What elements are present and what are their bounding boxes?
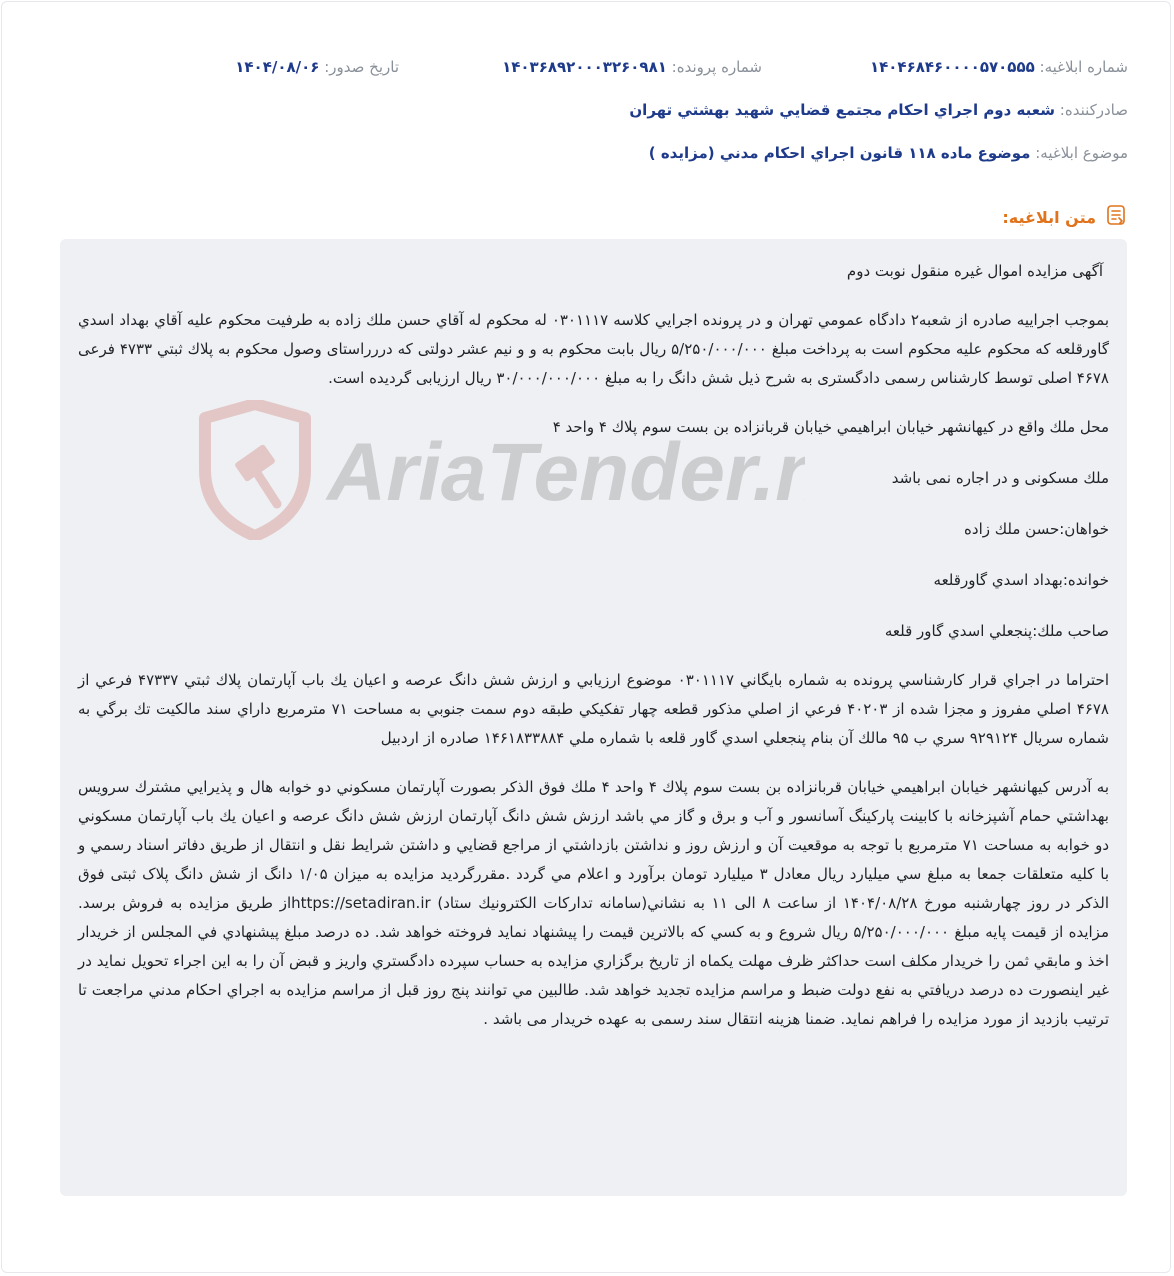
body-paragraph: به آدرس كيهانشهر خيابان ابراهيمي خيابان قربانزاده بن بست سوم پلاك ۴ واحد ۴ ملك فوق الذكر بصورت آپارتمان مسكوني دو خوابه هال و پذيرايي مشترك سرويس بهداشتي حمام آشپزخانه با كابينت پاركينگ آسانسور و آب و برق و گاز مي باشد ارزش شش دانگ آپارتمان ارزش شش دانگ عرصه و اعيان يك باب آپارتمان مسكوني دو خوابه به مساحت ۷۱ مترمربع با توجه به موقعيت آن و ارزش روز و نداشتن بازداشتي از مراجع قضايي و داشتن شرايط نقل و انتقال از طريق دفاتر اسناد رسمي و با كليه متعلقات جمعا به مبلغ سي ميليارد ريال معادل ۳ ميليارد تومان برآورد و اعلام مي گردد .مقررگرديد مزايده به ميزان ۱/۰۵ دانگ از شش دانگ پلاک ثبتی فوق الذکر در روز چهارشنبه مورخ ۱۴۰۴/۰۸/۲۸ از ساعت ۸ الی ۱۱ به نشاني(سامانه تداركات الكترونيك ستاد) https://setadiran.irاز طريق مزايده به فروش برسد. مزايده از قيمت پايه مبلغ ۵/۲۵۰/۰۰۰/۰۰۰ ريال شروع و به كسي كه بالاترين قيمت را پيشنهاد نمايد فروخته خواهد شد. ده درصد مبلغ پيشنهادي في المجلس از خريدار اخذ و مابقي ثمن را خريدار مكلف است حداكثر ظرف مهلت يكماه از تاريخ برگزاري مزايده به حساب سپرده دادگستري واريز و قبض آن را به اين اجراء تحويل نمايد در غير اينصورت ده درصد دريافتي به نفع دولت ضبط و مراسم مزايده تجديد خواهد شد. طالبين مي توانند پنج روز قبل از مراسم مزايده به اجراي احكام مدني مراجعت تا ترتيب بازديد از مورد مزايده را فراهم نمايد. ضمنا هزينه انتقال سند رسمی به عهده خريدار می باشد .	[78, 778, 1109, 1028]
body-paragraph: محل ملك واقع در كيهانشهر خيابان ابراهيمي خيابان قربانزاده بن بست سوم پلاك ۴ واحد ۴	[552, 418, 1109, 436]
issue-date-value: ۱۴۰۴/۰۸/۰۶	[235, 58, 320, 76]
notification-number	[870, 58, 1128, 76]
issuer-row	[60, 101, 1128, 119]
svg-text:AriaTender.neT: AriaTender.	[327, 427, 776, 518]
body-title	[1002, 203, 1128, 231]
subject-label: موضوع ابلاغیه:	[1035, 144, 1128, 162]
issue-date-label: تاریخ صدور:	[324, 58, 399, 76]
notification-number-value: ۱۴۰۴۶۸۴۶۰۰۰۰۵۷۰۵۵۵	[869, 58, 1035, 76]
body-paragraph: صاحب ملك:پنجعلي اسدي گاور قلعه	[884, 622, 1109, 640]
body-paragraph: احتراما در اجراي قرار كارشناسي پرونده به شماره بايگاني ۰۳۰۱۱۱۷ موضوع ارزيابي و ارزش شش دانگ عرصه و اعيان يك باب آپارتمان پلاك ثبتي ۴۷۳۳۷ فرعي از ۴۶۷۸ اصلي مفروز و مجزا شده از ۴۰۲۰۳ فرعي از اصلي مذكور قطعه چهار تفكيكي طبقه دوم سمت جنوبي به مساحت ۷۱ مترمربع داراي سند مالكيت تك برگي به شماره سريال ۹۲۹۱۲۴ سري ب ۹۵ مالك آن بنام پنجعلي اسدي گاور قلعه با شماره ملي ۱۴۶۱۸۳۳۸۸۴ صادره از اردبيل	[78, 671, 1109, 747]
body-paragraph: خوانده:بهداد اسدي گاورقلعه	[933, 571, 1109, 589]
subject-value: موضوع ماده ۱۱۸ قانون اجراي احكام مدني (مزايده )	[648, 144, 1031, 162]
file-number	[502, 58, 762, 76]
issue-date	[235, 58, 399, 76]
notification-number-label: شماره ابلاغیه:	[1039, 58, 1128, 76]
body-paragraph-title: آگهی مزایده اموال غیره منقول نوبت دوم	[846, 262, 1103, 280]
body-paragraph: بموجب اجراييه صادره از شعبه۲ دادگاه عمومي تهران و در پرونده اجرايي كلاسه ۰۳۰۱۱۱۷ له محكوم له آقاي حسن ملك زاده به طرفيت محكوم عليه آقاي بهداد اسدي گاورقلعه كه محكوم عليه محكوم است به پرداخت مبلغ ۵/۲۵۰/۰۰۰/۰۰۰ ريال بابت محكوم به و و نيم عشر دولتی كه دررراستای وصول محكوم به پلاك ثبتي ۴۷۳۳ فرعی ۴۶۷۸ اصلی توسط كارشناس رسمی دادگستری به شرح ذيل شش دانگ را به مبلغ ۳۰/۰۰۰/۰۰۰/۰۰۰ ريال ارزيابی گرديده است.	[78, 311, 1110, 387]
notice-body	[60, 239, 1127, 1196]
body-title-label: متن ابلاغیه:	[1002, 207, 1096, 227]
file-number-value: ۱۴۰۳۶۸۹۲۰۰۰۳۲۶۰۹۸۱	[502, 58, 667, 76]
meta-row	[60, 58, 1128, 82]
body-paragraph: خواهان:حسن ملك زاده	[964, 520, 1109, 538]
subject-row	[60, 144, 1128, 162]
issuer-value: شعبه دوم اجراي احكام مجتمع قضايي شهيد بهشتي تهران	[629, 101, 1055, 119]
issuer-label: صادرکننده:	[1059, 101, 1128, 119]
body-paragraph: ملك مسكونی و در اجاره نمی باشد	[891, 469, 1109, 487]
file-number-label: شماره پرونده:	[671, 58, 762, 76]
document-text-icon	[1104, 203, 1128, 231]
